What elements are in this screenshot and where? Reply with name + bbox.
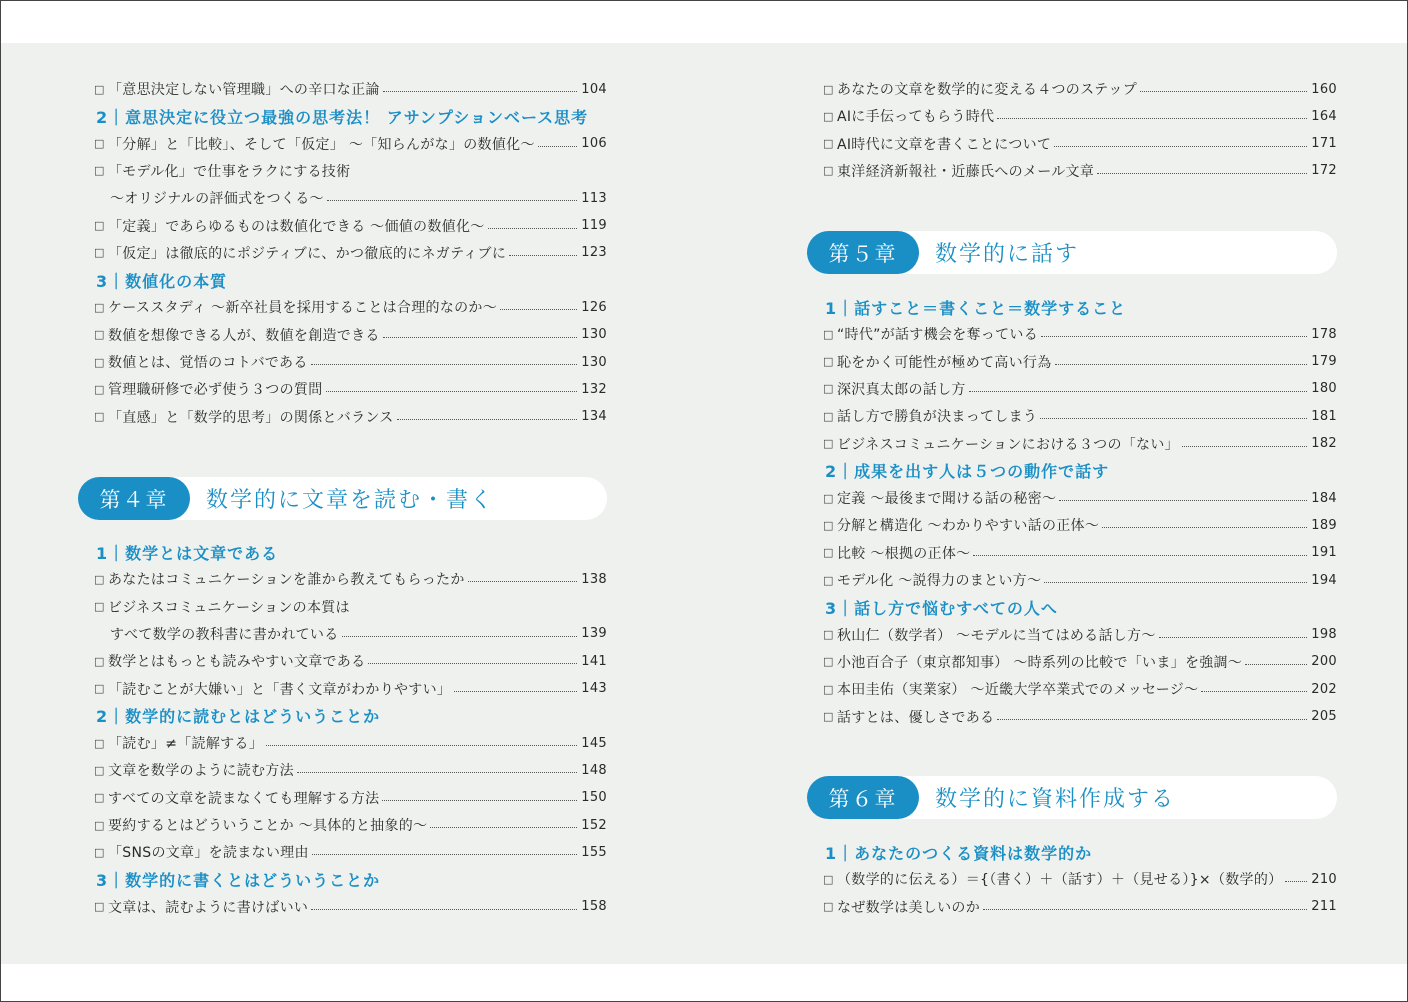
leader-dots <box>1182 445 1307 447</box>
leader-dots <box>468 580 578 582</box>
toc-entry[interactable] <box>94 839 607 866</box>
page-number: 189 <box>1311 517 1337 533</box>
checkbox-icon: □ <box>823 710 834 723</box>
page-number: 184 <box>1311 490 1337 506</box>
toc-entry-title: ケーススタディ 〜新卒社員を採用することは合理的なのか〜 <box>108 300 498 317</box>
toc-entry-title: “時代”が話す機会を奪っている <box>837 327 1039 344</box>
checkbox-icon: □ <box>94 600 105 614</box>
toc-entry[interactable] <box>94 294 607 321</box>
toc-entry-title: あなたはコミュニケーションを誰から教えてもらったか <box>108 572 465 589</box>
checkbox-icon: □ <box>94 682 105 695</box>
page-number: 158 <box>581 899 607 915</box>
chapter-header[interactable] <box>807 776 1337 819</box>
page-number: 155 <box>581 844 607 860</box>
toc-entry-title: ビジネスコミュニケーションの本質は <box>108 599 350 616</box>
toc-entry[interactable] <box>94 321 607 348</box>
toc-entry-title: （数学的に伝える）＝{（書く）＋（話す）＋（見せる）}×（数学的） <box>837 872 1283 889</box>
toc-entry[interactable] <box>823 485 1337 512</box>
checkbox-icon: □ <box>823 491 834 505</box>
toc-entry-title: 話すとは、優しさである <box>837 709 995 726</box>
checkbox-icon: □ <box>823 164 834 178</box>
toc-entry[interactable] <box>823 512 1337 539</box>
checkbox-icon: □ <box>94 763 105 777</box>
page-number: 172 <box>1311 163 1337 179</box>
page-number: 179 <box>1311 354 1337 370</box>
page-number: 198 <box>1311 627 1337 643</box>
toc-entry[interactable] <box>823 403 1337 430</box>
page-number: 181 <box>1311 408 1337 424</box>
toc-entry[interactable] <box>94 239 607 266</box>
page-number: 113 <box>581 190 607 206</box>
leader-dots <box>430 826 577 828</box>
toc-entry-title: 分解と構造化 〜わかりやすい話の正体〜 <box>837 518 1100 535</box>
chapter-title: 数学的に話す <box>935 242 1080 267</box>
checkbox-icon: □ <box>94 164 105 178</box>
toc-entry[interactable] <box>94 648 607 675</box>
page-number: 123 <box>581 245 607 261</box>
checkbox-icon: □ <box>94 572 105 586</box>
leader-dots <box>983 908 1307 910</box>
leader-dots <box>297 771 577 773</box>
leader-dots <box>969 390 1308 392</box>
checkbox-icon: □ <box>823 137 834 151</box>
section-heading: 2｜意思決定に役立つ最強の思考法！ アサンプションベース思考 <box>96 107 589 127</box>
leader-dots <box>1201 690 1307 692</box>
checkbox-icon: □ <box>94 900 105 914</box>
toc-entry[interactable] <box>823 103 1337 130</box>
leader-dots <box>488 227 578 229</box>
toc-entry-title: 東洋経済新報社・近藤氏へのメール文章 <box>837 163 1095 180</box>
checkbox-icon: □ <box>823 546 834 560</box>
toc-entry-title: 比較 〜根拠の正体〜 <box>837 545 971 562</box>
toc-entry[interactable] <box>94 812 607 839</box>
toc-entry-title: 数値とは、覚悟のコトバである <box>108 355 308 371</box>
toc-entry[interactable] <box>823 430 1337 457</box>
toc-entry[interactable] <box>94 76 607 103</box>
leader-dots <box>1041 335 1307 337</box>
toc-entry-title: あなたの文章を数学的に変える４つのステップ <box>837 82 1138 98</box>
checkbox-icon: □ <box>94 355 105 369</box>
leader-dots <box>1040 417 1307 419</box>
toc-entry[interactable] <box>94 403 607 430</box>
page-number: 139 <box>581 626 607 642</box>
page-number: 130 <box>581 327 607 343</box>
leader-dots <box>327 199 577 201</box>
page-number: 180 <box>1311 381 1337 397</box>
checkbox-icon: □ <box>94 791 105 805</box>
leader-dots <box>538 145 578 147</box>
toc-entry-title: 「分解」と「比較」、そして「仮定」 〜「知らんがな」の数値化〜 <box>108 136 535 153</box>
toc-entry-title: 秋山仁（数学者） 〜モデルに当てはめる話し方〜 <box>837 627 1156 644</box>
section-heading: 2｜成果を出す人は５つの動作で話す <box>825 462 1110 482</box>
toc-entry-title: モデル化 〜説得力のまとい方〜 <box>837 573 1042 589</box>
toc-entry-title: 恥をかく可能性が極めて高い行為 <box>837 354 1052 371</box>
toc-entry[interactable] <box>823 621 1337 648</box>
page-number: 148 <box>581 762 607 778</box>
toc-entry[interactable] <box>823 76 1337 103</box>
toc-entry[interactable] <box>94 757 607 784</box>
page-number: 182 <box>1311 436 1337 451</box>
checkbox-icon: □ <box>823 409 834 423</box>
checkbox-icon: □ <box>823 573 834 587</box>
checkbox-icon: □ <box>823 109 834 123</box>
page-number: 119 <box>581 218 607 233</box>
leader-dots <box>1054 145 1307 147</box>
leader-dots <box>397 418 578 420</box>
toc-entry-title: なぜ数学は美しいのか <box>837 899 980 916</box>
toc-entry-title: 「モデル化」で仕事をラクにする技術 <box>108 163 351 180</box>
page-number: 138 <box>581 571 607 587</box>
page-number: 143 <box>581 681 607 696</box>
checkbox-icon: □ <box>94 736 105 750</box>
leader-dots <box>311 363 578 365</box>
toc-entry-title: すべて数学の教科書に書かれている <box>110 626 339 643</box>
page-number: 106 <box>581 136 607 152</box>
toc-entry[interactable] <box>823 893 1337 920</box>
page-number: 150 <box>581 790 607 806</box>
page-number: 194 <box>1311 572 1337 588</box>
checkbox-icon: □ <box>94 219 105 232</box>
page-number: 205 <box>1311 709 1337 724</box>
checkbox-icon: □ <box>823 872 834 886</box>
chapter-badge: 第５章 <box>807 231 919 274</box>
toc-entry[interactable] <box>94 376 607 403</box>
toc-entry[interactable] <box>94 675 607 702</box>
toc-entry[interactable] <box>94 566 607 593</box>
checkbox-icon: □ <box>823 437 834 450</box>
leader-dots <box>973 554 1307 556</box>
page-number: 178 <box>1311 326 1337 342</box>
page-number: 126 <box>581 299 607 315</box>
checkbox-icon: □ <box>94 410 105 424</box>
checkbox-icon: □ <box>823 900 834 914</box>
toc-entry[interactable] <box>823 676 1337 703</box>
toc-entry-title: 深沢真太郎の話し方 <box>837 381 966 398</box>
leader-dots <box>312 853 578 855</box>
toc-entry-title: 文章は、読むように書けばいい <box>108 899 309 916</box>
section-heading: 3｜数値化の本質 <box>96 271 228 291</box>
page-number: 211 <box>1311 899 1337 915</box>
toc-entry[interactable] <box>94 212 607 239</box>
section-heading: 1｜あなたのつくる資料は数学的か <box>825 843 1093 863</box>
toc-entry[interactable] <box>823 348 1337 375</box>
toc-entry[interactable] <box>823 866 1337 893</box>
toc-entry-title: 小池百合子（東京都知事） 〜時系列の比較で「いま」を強調〜 <box>837 654 1243 671</box>
toc-entry-title: 数値を想像できる人が、数値を創造できる <box>108 327 380 344</box>
leader-dots <box>997 117 1307 119</box>
page-number: 152 <box>581 817 607 833</box>
checkbox-icon: □ <box>823 82 834 96</box>
toc-entry[interactable] <box>94 784 607 811</box>
leader-dots <box>454 690 577 692</box>
checkbox-icon: □ <box>94 300 105 314</box>
toc-entry-title: AI時代に文章を書くことについて <box>837 136 1052 153</box>
checkbox-icon: □ <box>94 818 105 832</box>
checkbox-icon: □ <box>94 845 105 859</box>
toc-entry[interactable] <box>94 130 607 157</box>
toc-entry-title: 話し方で勝負が決まってしまう <box>837 409 1038 426</box>
toc-entry-title: 〜オリジナルの評価式をつくる〜 <box>110 191 324 208</box>
page-number: 171 <box>1311 136 1337 152</box>
page-number: 145 <box>581 735 607 751</box>
toc-entry[interactable] <box>823 648 1337 675</box>
leader-dots <box>1055 363 1308 365</box>
toc-entry-title: 管理職研修で必ず使う３つの質問 <box>108 382 323 399</box>
toc-entry[interactable] <box>94 185 607 212</box>
leader-dots <box>326 390 578 392</box>
leader-dots <box>1245 663 1307 665</box>
section-heading: 2｜数学的に読むとはどういうことか <box>96 707 381 727</box>
chapter-header[interactable] <box>78 477 607 520</box>
toc-entry[interactable] <box>823 539 1337 566</box>
page-number: 141 <box>581 653 607 669</box>
leader-dots <box>509 254 577 256</box>
leader-dots <box>1159 636 1308 638</box>
checkbox-icon: □ <box>823 355 834 369</box>
toc-entry[interactable] <box>94 730 607 757</box>
toc-entry-title: AIに手伝ってもらう時代 <box>837 109 995 126</box>
leader-dots <box>342 635 578 637</box>
leader-dots <box>997 718 1307 720</box>
page-number: 202 <box>1311 681 1337 697</box>
leader-dots <box>1140 90 1307 92</box>
checkbox-icon: □ <box>823 327 834 341</box>
leader-dots <box>382 799 577 801</box>
toc-entry-title: 数学とはもっとも読みやすい文章である <box>108 654 366 671</box>
leader-dots <box>1059 499 1307 501</box>
checkbox-icon: □ <box>94 246 105 260</box>
page-number: 134 <box>581 409 607 425</box>
leader-dots <box>500 308 577 310</box>
page-number: 132 <box>581 381 607 397</box>
checkbox-icon: □ <box>94 382 105 396</box>
toc-entry[interactable] <box>823 157 1337 184</box>
toc-entry[interactable] <box>94 593 607 620</box>
toc-entry-title: 「読む」≠「読解する」 <box>108 736 264 753</box>
toc-entry-title: ビジネスコミュニケーションにおける３つの「ない」 <box>837 436 1179 453</box>
toc-entry-title: 「意思決定しない管理職」への辛口な正論 <box>108 82 380 98</box>
leader-dots <box>1102 526 1307 528</box>
section-heading: 3｜話し方で悩むすべての人へ <box>825 598 1058 618</box>
toc-entry-title: 本田圭佑（実業家） 〜近畿大学卒業式でのメッセージ〜 <box>837 682 1199 699</box>
leader-dots <box>311 908 577 910</box>
toc-entry-title: 「定義」であらゆるものは数値化できる 〜価値の数値化〜 <box>108 218 485 235</box>
checkbox-icon: □ <box>823 628 834 642</box>
toc-entry-title: 「直感」と「数学的思考」の関係とバランス <box>108 409 394 426</box>
leader-dots <box>266 744 577 746</box>
leader-dots <box>383 336 578 338</box>
toc-entry[interactable] <box>823 703 1337 730</box>
chapter-badge: 第６章 <box>807 776 919 819</box>
leader-dots <box>383 90 578 92</box>
leader-dots <box>1285 880 1307 882</box>
toc-entry-title: 「仮定」は徹底的にポジティブに、かつ徹底的にネガティブに <box>108 245 507 262</box>
toc-entry-title: 定義 〜最後まで聞ける話の秘密〜 <box>837 491 1057 508</box>
chapter-badge: 第４章 <box>78 477 190 520</box>
leader-dots <box>1097 172 1307 174</box>
checkbox-icon: □ <box>94 82 105 96</box>
chapter-header[interactable] <box>807 231 1337 274</box>
toc-entry[interactable] <box>94 620 607 647</box>
section-heading: 1｜数学とは文章である <box>96 543 279 563</box>
section-heading: 3｜数学的に書くとはどういうことか <box>96 871 381 891</box>
checkbox-icon: □ <box>823 382 834 396</box>
checkbox-icon: □ <box>823 682 834 696</box>
page-number: 191 <box>1311 545 1337 561</box>
toc-entry-title: 要約するとはどういうことか 〜具体的と抽象的〜 <box>108 818 428 834</box>
toc-entry-title: すべての文章を読まなくても理解する方法 <box>108 790 380 807</box>
toc-entry[interactable] <box>94 893 607 920</box>
toc-entry-title: 「読むことが大嫌い」と「書く文章がわかりやすい」 <box>108 681 452 698</box>
chapter-title: 数学的に文章を読む・書く <box>206 488 495 513</box>
page-number: 164 <box>1311 108 1337 124</box>
page-number: 200 <box>1311 654 1337 670</box>
page-number: 210 <box>1311 871 1337 887</box>
toc-entry[interactable] <box>94 349 607 376</box>
toc-entry[interactable] <box>823 375 1337 402</box>
page-number: 130 <box>581 354 607 370</box>
toc-entry[interactable] <box>823 567 1337 594</box>
chapter-title: 数学的に資料作成する <box>935 787 1176 812</box>
toc-entry[interactable] <box>823 130 1337 157</box>
page-number: 160 <box>1311 81 1337 97</box>
checkbox-icon: □ <box>94 654 105 668</box>
checkbox-icon: □ <box>823 655 834 669</box>
checkbox-icon: □ <box>94 328 105 342</box>
toc-entry[interactable] <box>823 321 1337 348</box>
section-heading: 1｜話すこと＝書くこと＝数学すること <box>825 298 1127 318</box>
checkbox-icon: □ <box>823 518 834 532</box>
toc-entry-title: 「SNSの文章」を読まない理由 <box>108 845 309 862</box>
toc-entry-title: 文章を数学のように読む方法 <box>108 763 294 780</box>
leader-dots <box>1044 581 1307 583</box>
toc-spread <box>1 43 1407 964</box>
page-number: 104 <box>581 81 607 97</box>
checkbox-icon: □ <box>94 137 105 151</box>
toc-entry[interactable] <box>94 157 607 184</box>
leader-dots <box>368 662 577 664</box>
